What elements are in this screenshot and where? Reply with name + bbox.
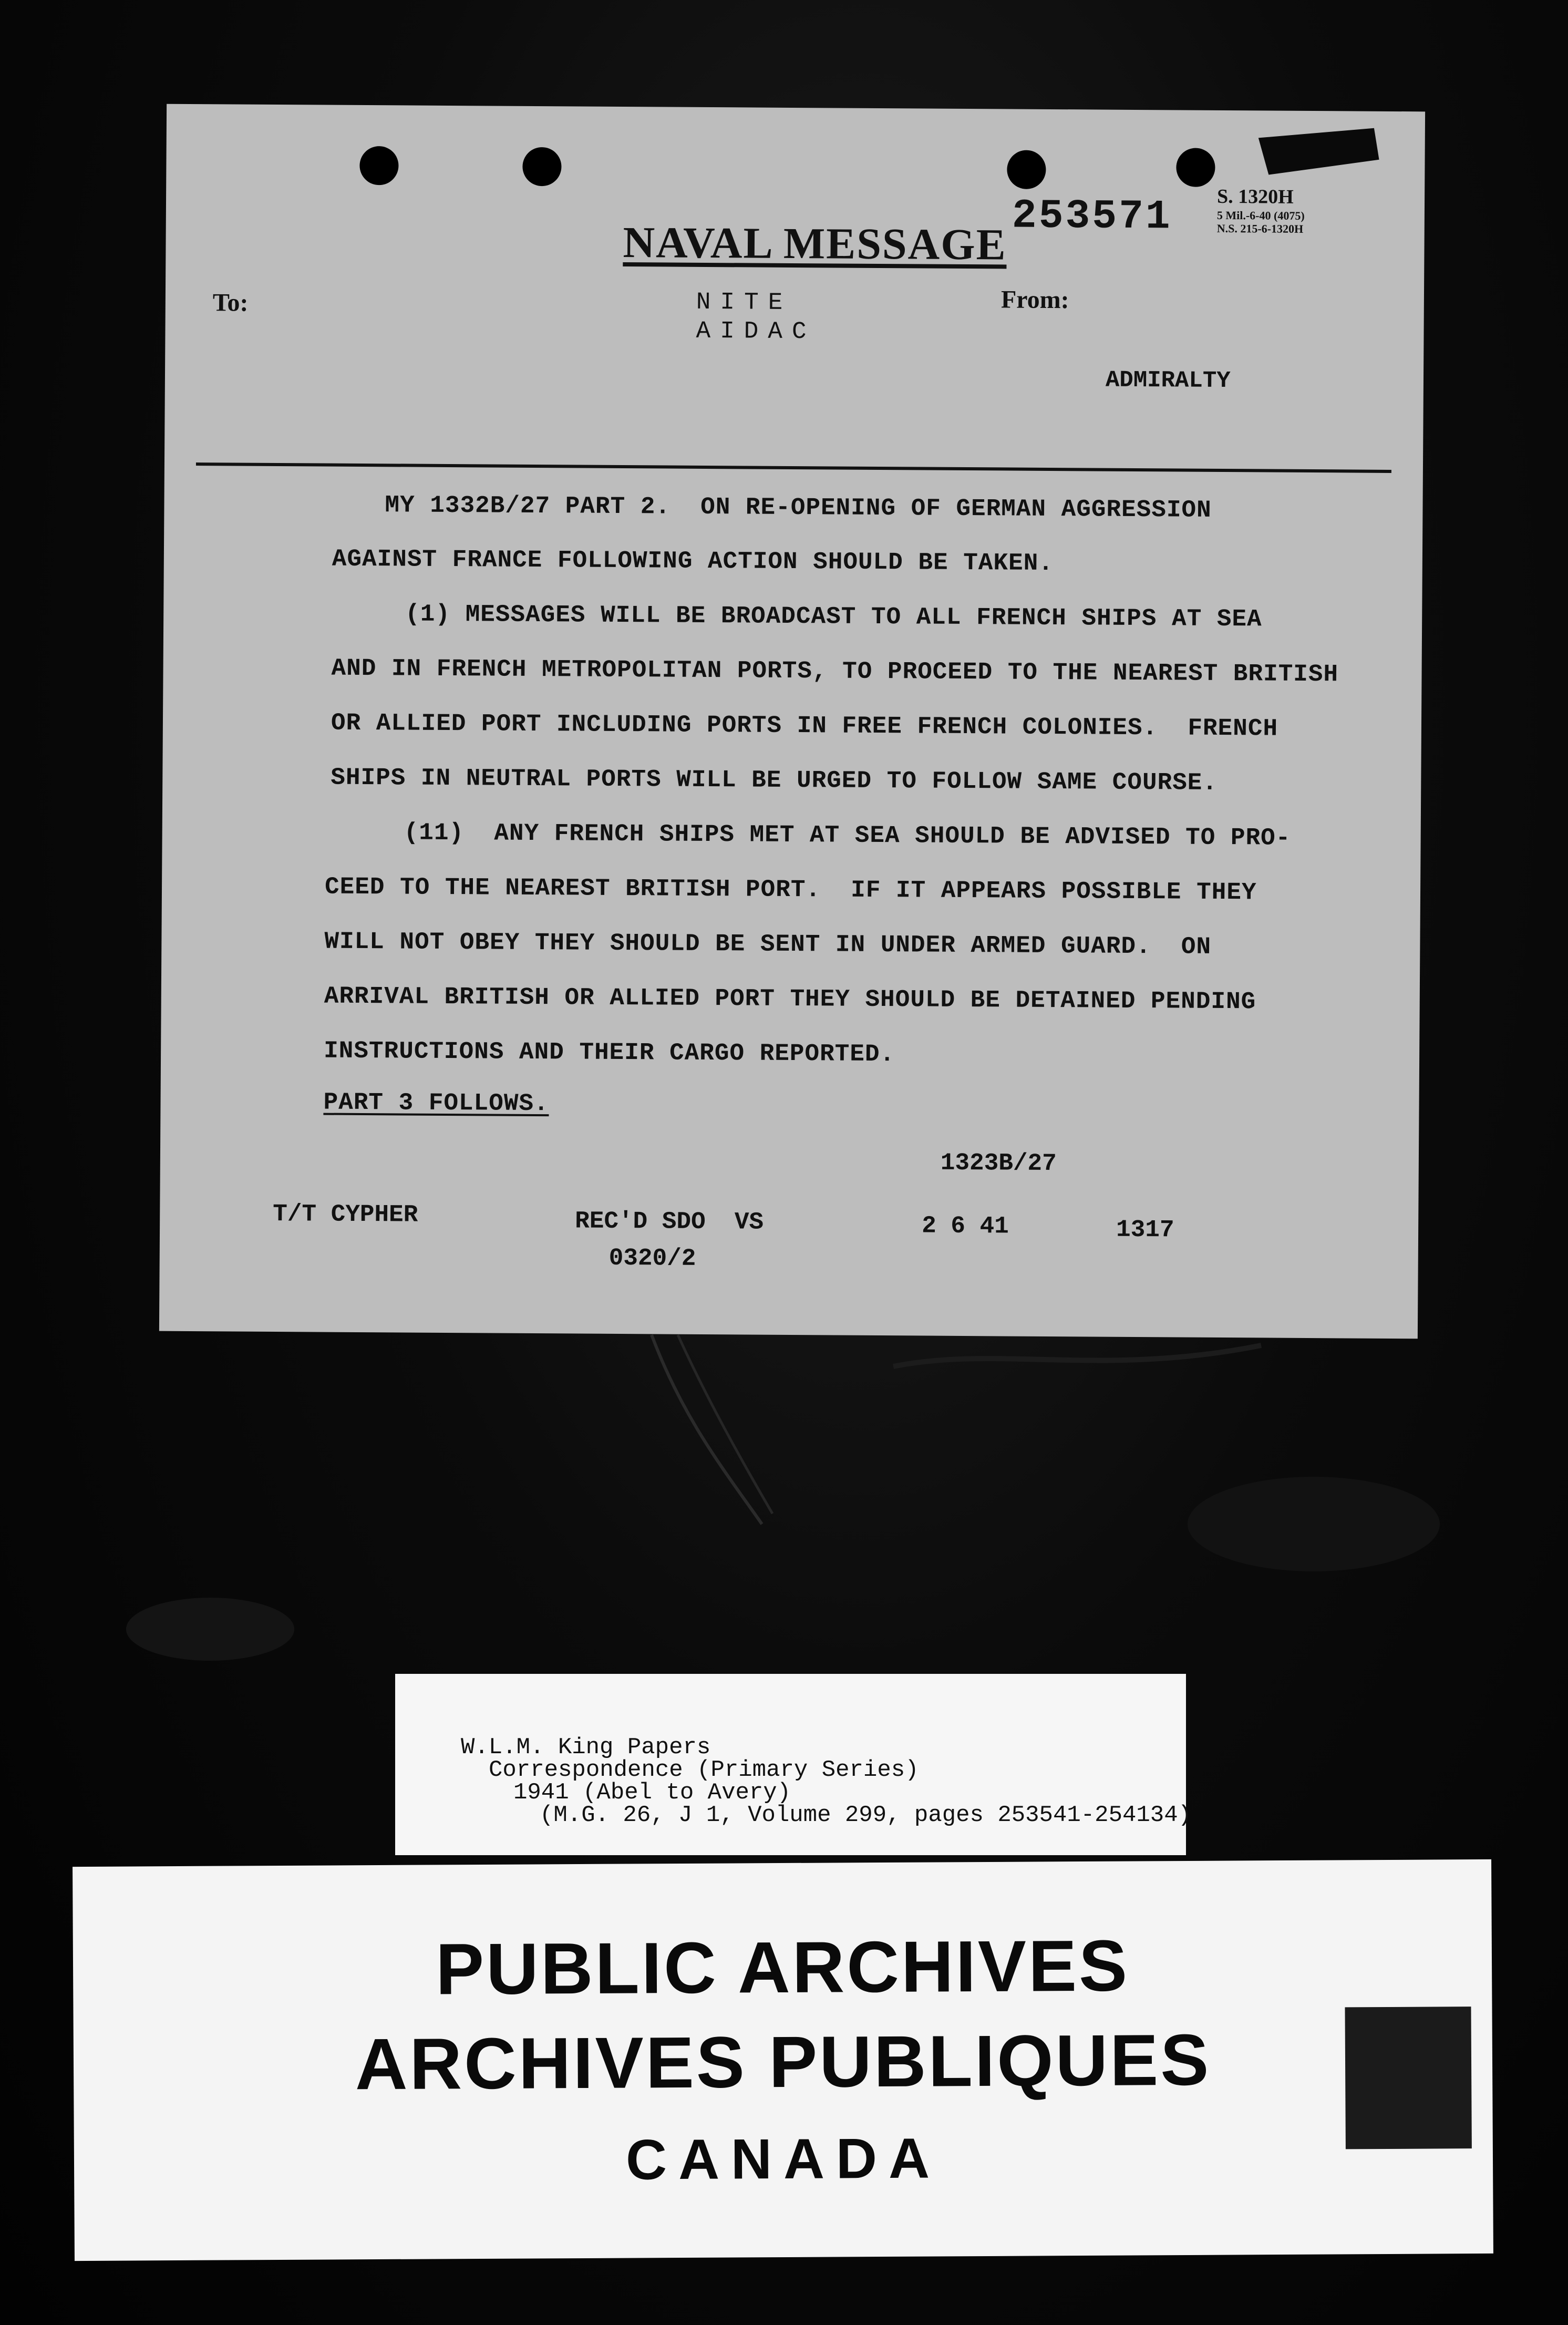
message-text-line: INSTRUCTIONS AND THEIR CARGO REPORTED. bbox=[323, 1037, 895, 1068]
message-serial-number: 253571 bbox=[1012, 193, 1173, 241]
reference-line: (M.G. 26, J 1, Volume 299, pages 253541-254134) bbox=[540, 1802, 1192, 1828]
punch-hole bbox=[1007, 150, 1046, 189]
from-originator: ADMIRALTY bbox=[1105, 367, 1231, 395]
message-text-line: AND IN FRENCH METROPOLITAN PORTS, TO PROCEED TO THE NEAREST BRITISH bbox=[331, 654, 1339, 688]
form-code-line: 5 Mil.-6-40 (4075) bbox=[1216, 208, 1305, 222]
punch-hole bbox=[522, 147, 561, 186]
reference-line: W.L.M. King Papers bbox=[461, 1734, 711, 1761]
punch-hole bbox=[359, 146, 398, 185]
message-text-line: CEED TO THE NEAREST BRITISH PORT. IF IT APPEARS POSSIBLE THEY bbox=[324, 873, 1257, 907]
form-code-line: N.S. 215-6-1320H bbox=[1216, 221, 1304, 235]
public-archives-banner bbox=[73, 1859, 1493, 2261]
reference-line: Correspondence (Primary Series) bbox=[489, 1757, 919, 1783]
from-label: From: bbox=[1000, 285, 1069, 314]
punch-hole bbox=[1176, 148, 1215, 187]
film-tab-mark bbox=[1345, 2007, 1471, 2149]
form-title: NAVAL MESSAGE bbox=[623, 218, 1007, 270]
message-text-line: AGAINST FRANCE FOLLOWING ACTION SHOULD BE TAKEN. bbox=[332, 545, 1054, 578]
ink-blot bbox=[1253, 122, 1385, 181]
archives-title-french: ARCHIVES PUBLIQUES bbox=[355, 2019, 1211, 2105]
message-text-line: (11) ANY FRENCH SHIPS MET AT SEA SHOULD BE ADVISED TO PRO- bbox=[404, 819, 1291, 852]
archives-country: CANADA bbox=[625, 2126, 942, 2192]
to-addressee: AIDAC bbox=[696, 317, 816, 346]
message-text-line: ARRIVAL BRITISH OR ALLIED PORT THEY SHOULD BE DETAINED PENDING bbox=[324, 982, 1256, 1016]
to-label: To: bbox=[212, 289, 249, 317]
message-text-line: SHIPS IN NEUTRAL PORTS WILL BE URGED TO FOLLOW SAME COURSE. bbox=[331, 764, 1218, 797]
message-serial-footer: 1317 bbox=[1116, 1216, 1174, 1244]
archives-title-english: PUBLIC ARCHIVES bbox=[435, 1925, 1130, 2010]
message-text-line: WILL NOT OBEY THEY SHOULD BE SENT IN UNDER ARMED GUARD. ON bbox=[324, 928, 1212, 961]
received-by: REC'D SDO VS bbox=[575, 1207, 764, 1236]
header-divider bbox=[196, 462, 1391, 473]
form-code-line: S. 1320H bbox=[1216, 185, 1294, 208]
message-date: 2 6 41 bbox=[921, 1212, 1009, 1240]
form-code bbox=[1217, 186, 1305, 235]
message-text-line: OR ALLIED PORT INCLUDING PORTS IN FREE FRENCH COLONIES. FRENCH bbox=[331, 709, 1278, 743]
transmission-method: T/T CYPHER bbox=[273, 1200, 418, 1229]
collection-reference-label bbox=[395, 1674, 1192, 1855]
message-text-line: (1) MESSAGES WILL BE BROADCAST TO ALL FRENCH SHIPS AT SEA bbox=[405, 600, 1262, 633]
part-follows-note: PART 3 FOLLOWS. bbox=[323, 1088, 549, 1118]
naval-message-form bbox=[159, 104, 1425, 1339]
reference-line: 1941 (Abel to Avery) bbox=[513, 1779, 791, 1806]
time-of-origin: 1323B/27 bbox=[940, 1149, 1057, 1178]
to-addressee: NITE bbox=[696, 288, 792, 316]
received-time: 0320/2 bbox=[608, 1244, 696, 1272]
message-text-line: MY 1332B/27 PART 2. ON RE-OPENING OF GERMAN AGGRESSION bbox=[385, 491, 1212, 524]
